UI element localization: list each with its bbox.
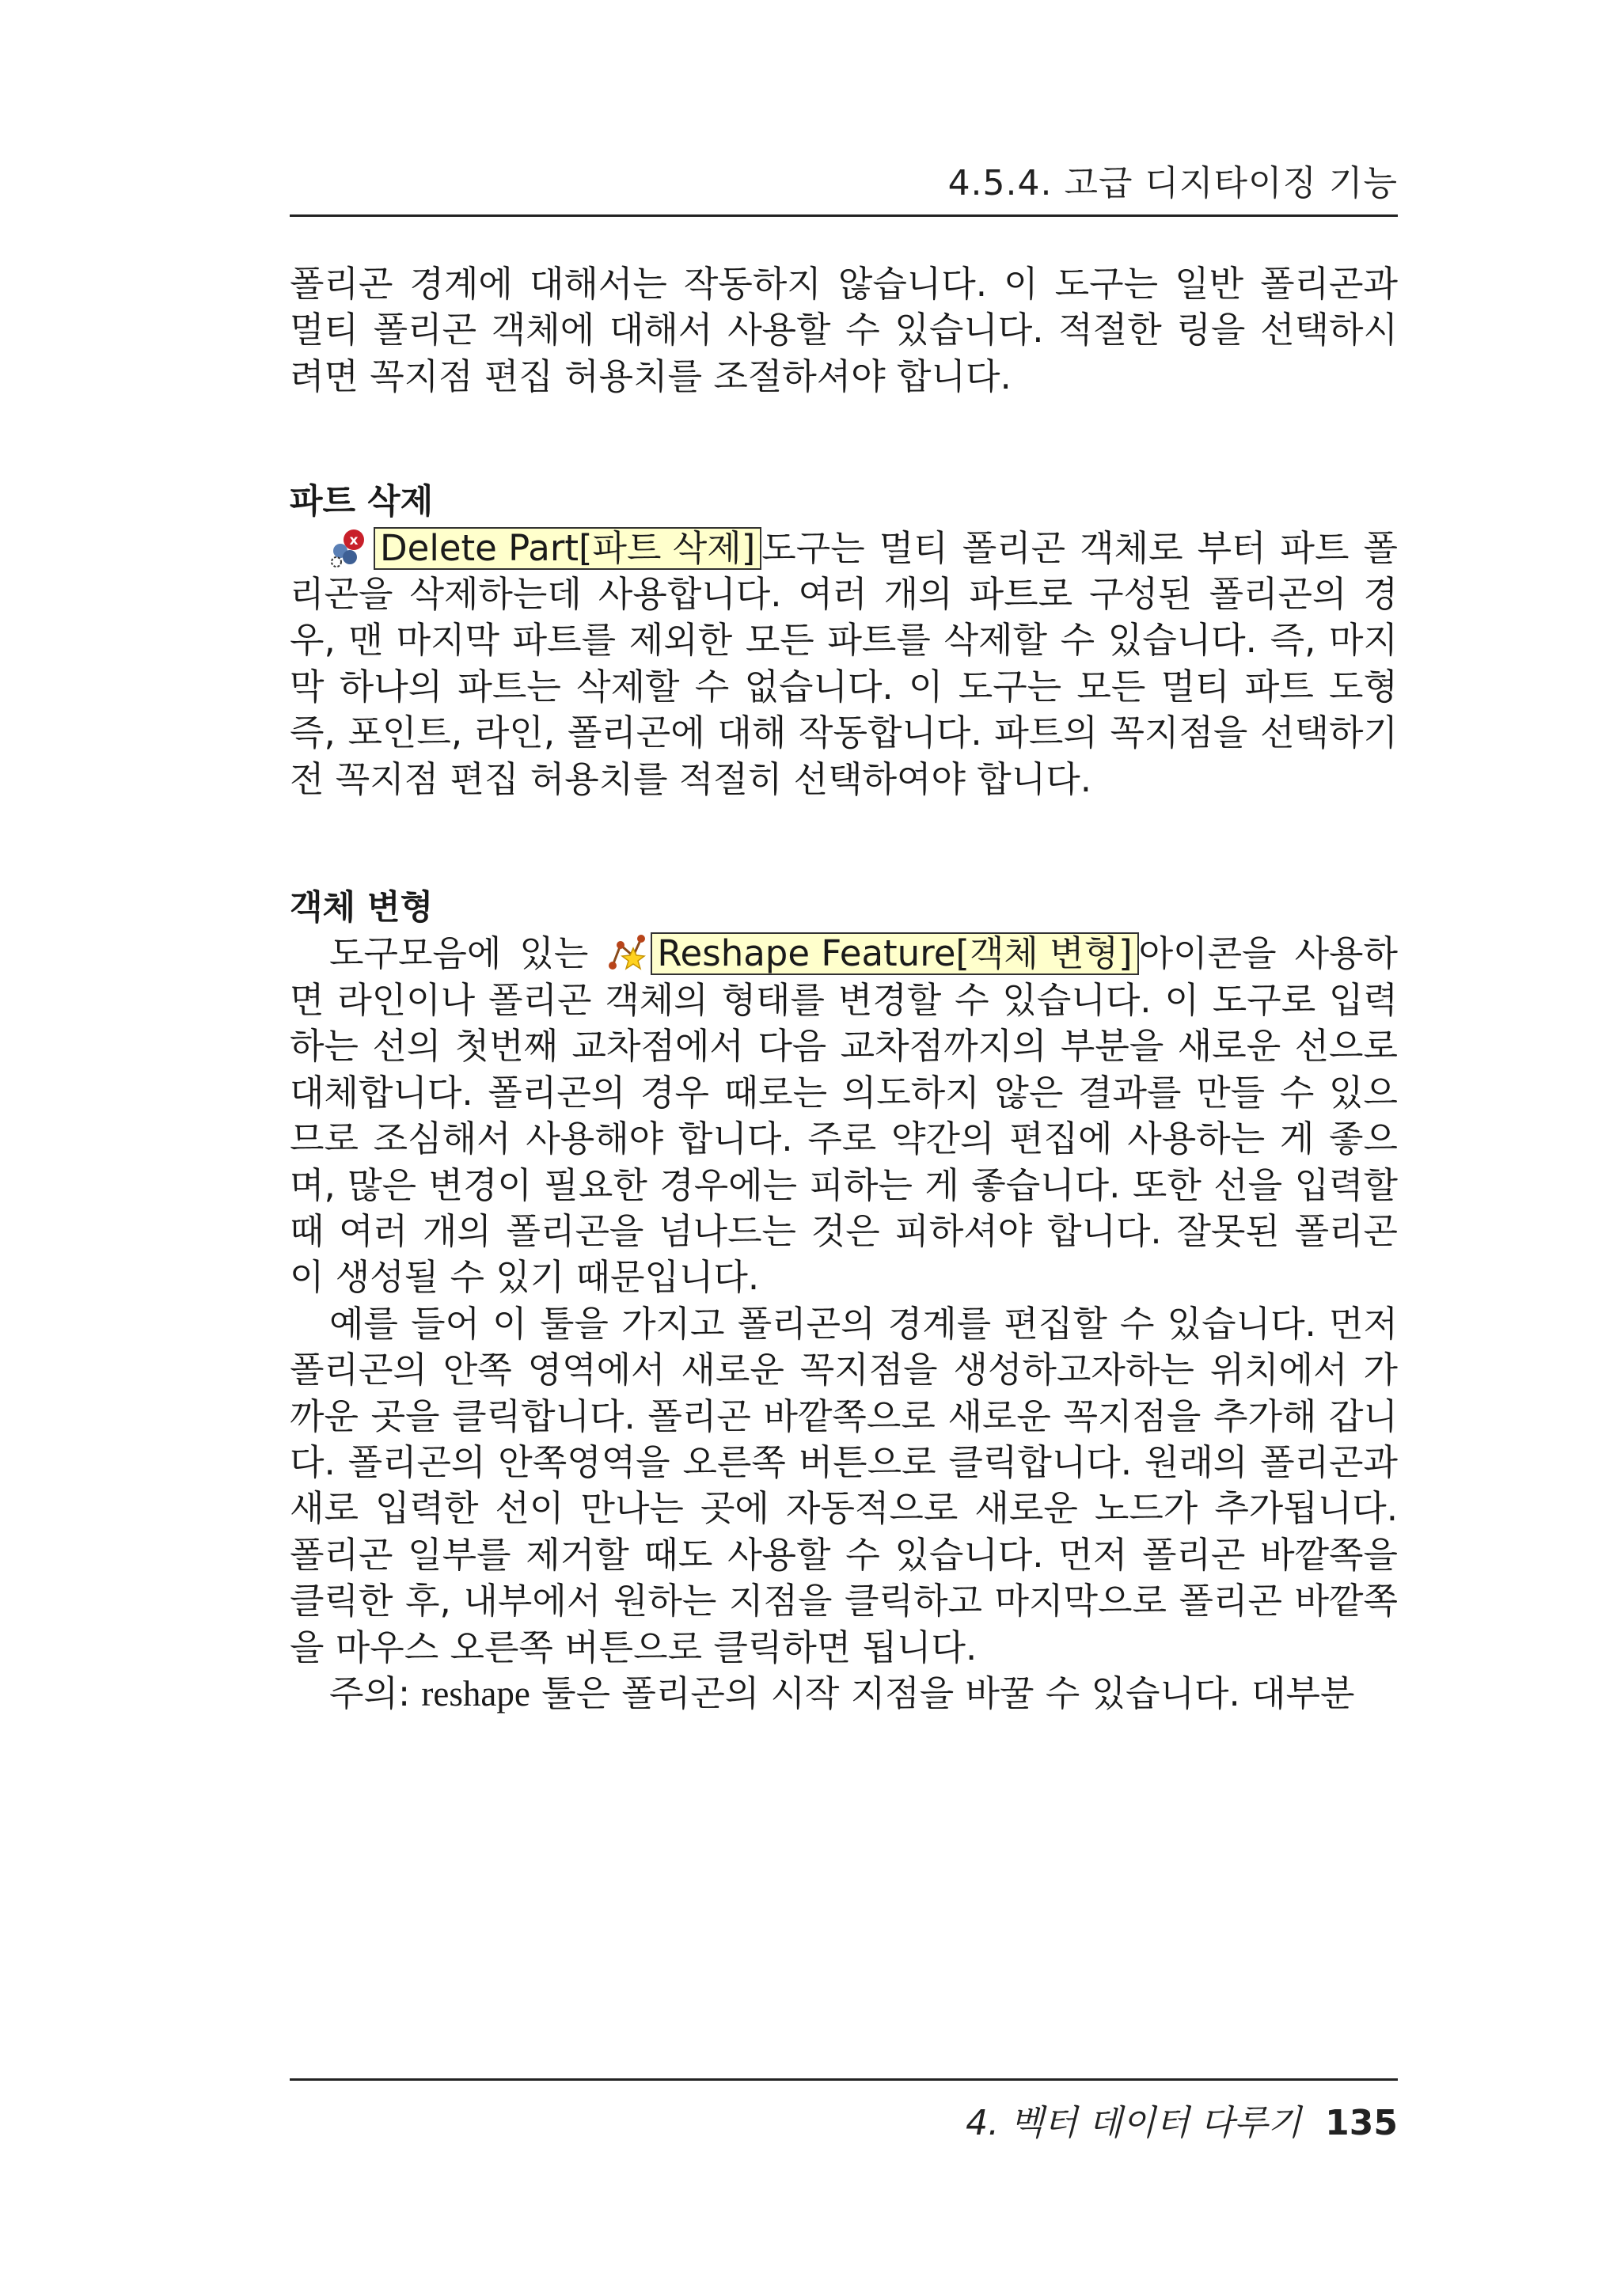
reshape-text-before: 도구모음에 있는 <box>329 932 589 975</box>
header-rule <box>290 214 1398 217</box>
note-keyword: reshape <box>421 1673 530 1713</box>
reshape-example-paragraph: 예를 들어 이 툴을 가지고 폴리곤의 경계를 편집할 수 있습니다. 먼저 폴리곤의 안쪽 영역에서 새로운 꼭지점을 생성하고자하는 위치에서 가까운 곳을 클릭합니다. 폴리곤 바깥쪽으로 새로운 꼭지점을 추가해 갑니다. 폴리곤의 안쪽영역을 오른쪽 버튼으로 클릭합니다. 원래의 폴리곤과 새로 입력한 선이 만나는 곳에 자동적으로 새로운 노드가 추가됩니다. 폴리곤 일부를 제거할 때도 사용할 수 있습니다. 먼저 폴리곤 바깥쪽을 클릭한 후, 내부에서 원하는 지점을 클릭하고 마지막으로 폴리곤 바깥쪽을 마우스 오른쪽 버튼으로 클릭하면 됩니다. <box>290 1302 1398 1668</box>
section-heading-reshape: 객체 변형 <box>290 888 434 928</box>
running-footer <box>290 2094 1398 2145</box>
delete-part-paragraph <box>290 526 1398 803</box>
page-number: 135 <box>1325 2103 1398 2143</box>
reshape-paragraph <box>290 931 1398 1300</box>
running-header: 4.5.4. 고급 디지타이징 기능 <box>947 163 1398 203</box>
reshape-feature-tool-label: Reshape Feature[객체 변형] <box>651 932 1138 975</box>
note-text: 툴은 폴리곤의 시작 지점을 바꿀 수 있습니다. 대부분 <box>541 1672 1355 1714</box>
note-prefix: 주의: <box>329 1672 411 1714</box>
delete-part-text: 도구는 멀티 폴리곤 객체로 부터 파트 폴리곤을 삭제하는데 사용합니다. 여러 개의 파트로 구성된 폴리곤의 경우, 맨 마지막 파트를 제외한 모든 파트를 삭제할 수 있습니다. 즉, 마지막 하나의 파트는 삭제할 수 없습니다. 이 도구는 모든 멀티 파트 도형 즉, 포인트, 라인, 폴리곤에 대해 작동합니다. 파트의 꼭지점을 선택하기 전 꼭지점 편집 허용치를 적절히 선택하여야 합니다. <box>290 526 1398 800</box>
svg-text:x: x <box>349 532 359 548</box>
reshape-feature-tool <box>606 931 1138 977</box>
footer-rule <box>290 2078 1398 2081</box>
page-body <box>290 261 1398 1717</box>
delete-part-icon <box>329 527 370 568</box>
section-heading-delete-part: 파트 삭제 <box>290 482 434 522</box>
intro-paragraph: 폴리곤 경계에 대해서는 작동하지 않습니다. 이 도구는 일반 폴리곤과 멀티 폴리곤 객체에 대해서 사용할 수 있습니다. 적절한 링을 선택하시려면 꼭지점 편집 허용치를 조절하셔야 합니다. <box>290 263 1398 397</box>
footer-chapter: 4. 벡터 데이터 다루기 <box>966 2103 1302 2143</box>
reshape-note-paragraph <box>290 1671 1398 1717</box>
delete-part-tool-label: Delete Part[파트 삭제] <box>374 527 761 570</box>
reshape-feature-icon <box>606 932 647 973</box>
reshape-text-after: 아이콘을 사용하면 라인이나 폴리곤 객체의 형태를 변경할 수 있습니다. 이 도구로 입력하는 선의 첫번째 교차점에서 다음 교차점까지의 부분을 새로운 선으로 대체합니다. 폴리곤의 경우 때로는 의도하지 않은 결과를 만들 수 있으므로 조심해서 사용해야 합니다. 주로 약간의 편집에 사용하는 게 좋으며, 많은 변경이 필요한 경우에는 피하는 게 좋습니다. 또한 선을 입력할 때 여러 개의 폴리곤을 넘나드는 것은 피하셔야 합니다. 잘못된 폴리곤이 생성될 수 있기 때문입니다. <box>290 932 1398 1299</box>
delete-part-tool <box>329 526 761 571</box>
